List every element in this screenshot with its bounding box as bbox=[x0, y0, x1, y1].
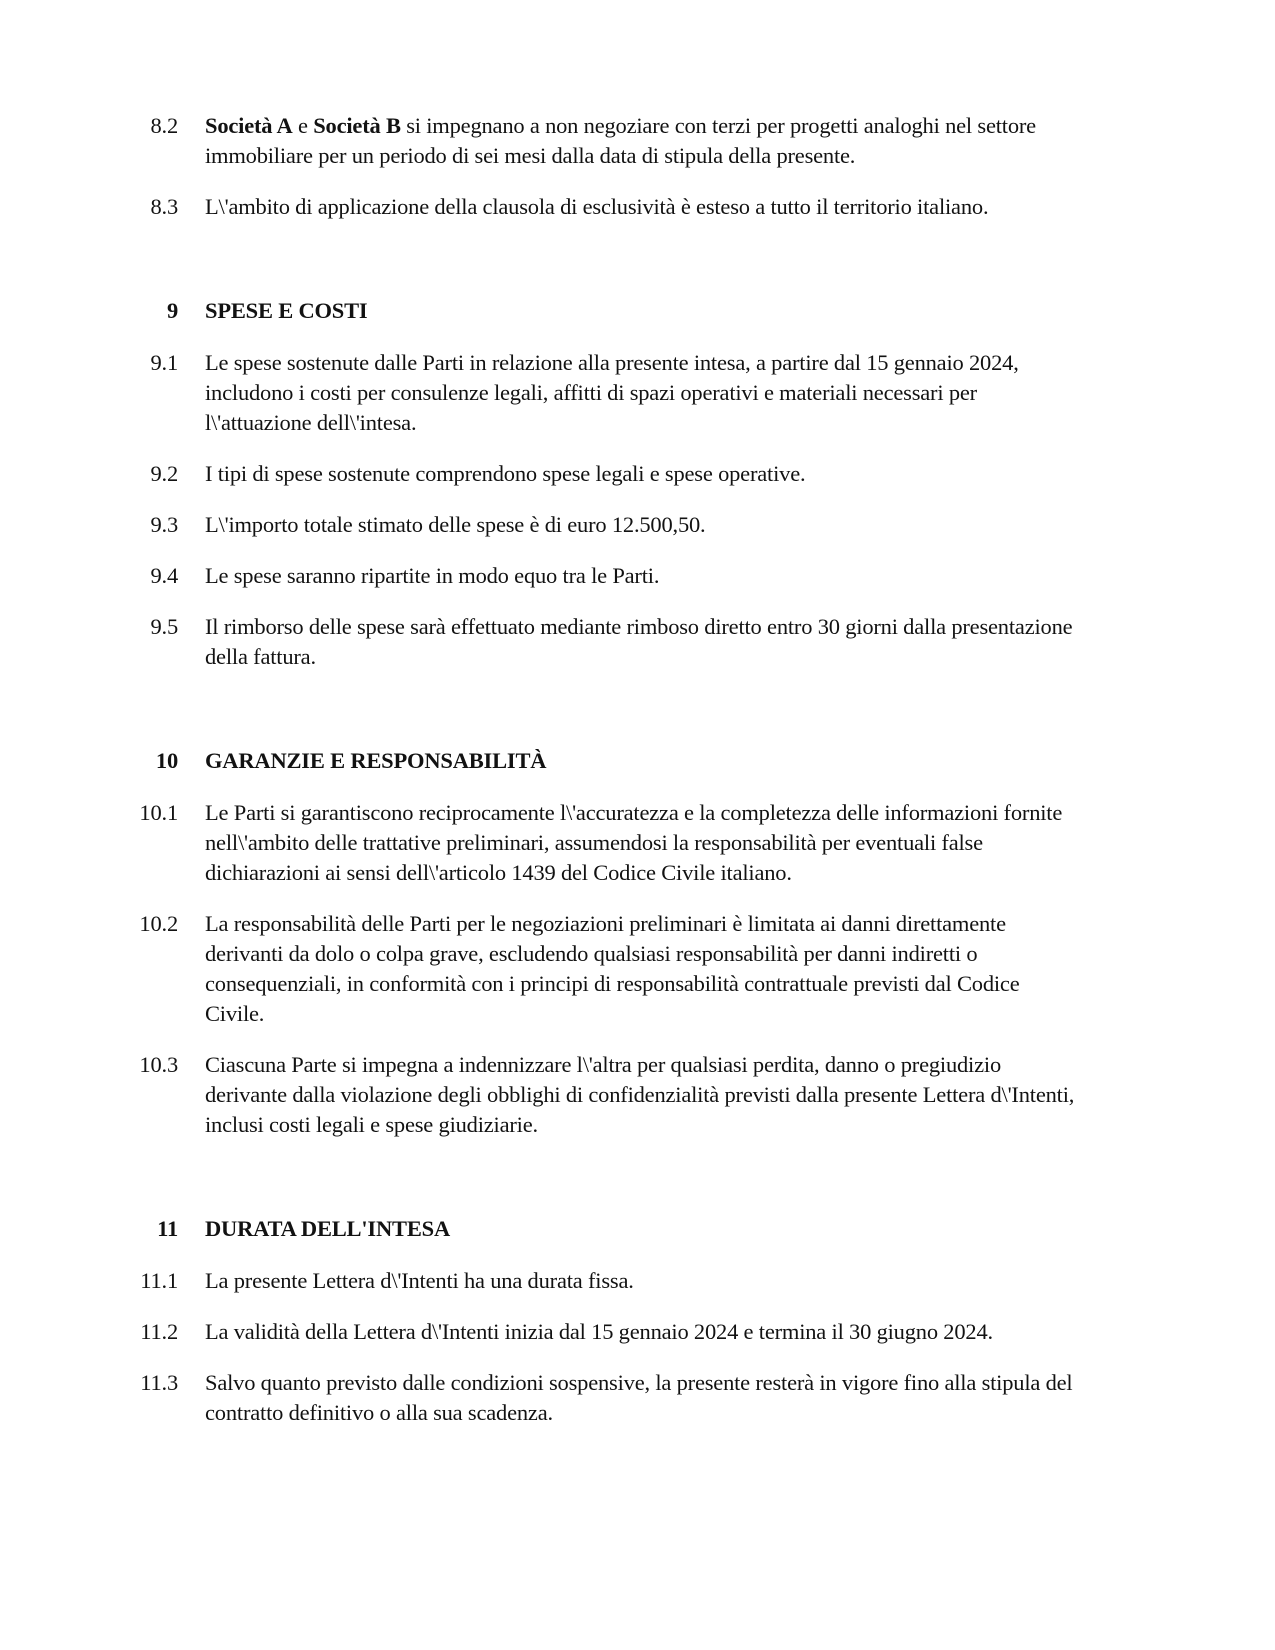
clause-text: Il rimborso delle spese sarà effettuato mediante rimboso diretto entro 30 giorni dalla presentazione della fattura. bbox=[205, 614, 1073, 669]
clause-text: Salvo quanto previsto dalle condizioni sospensive, la presente resterà in vigore fino alla stipula del contratto definitivo o alla sua scadenza. bbox=[205, 1370, 1073, 1425]
clause-number: 9.3 bbox=[150, 512, 178, 537]
clause-number: 9.1 bbox=[150, 350, 178, 375]
clause-9-3 bbox=[0, 510, 1275, 540]
clause-text: La presente Lettera d\'Intenti ha una durata fissa. bbox=[205, 1268, 634, 1293]
section-title: SPESE E COSTI bbox=[205, 298, 368, 323]
clause-11-3 bbox=[0, 1368, 1275, 1428]
clause-8-2 bbox=[0, 111, 1275, 171]
clause-text: La responsabilità delle Parti per le negoziazioni preliminari è limitata ai danni direttamente derivanti da dolo o colpa grave, escludendo qualsiasi responsabilità per danni indiretti o consequenziali, in conformità con i principi di responsabilità contrattuale previsti dal Codice Civile. bbox=[205, 911, 1020, 1026]
clause-text: Le Parti si garantiscono reciprocamente l\'accuratezza e la completezza delle informazioni fornite nell\'ambito delle trattative preliminari, assumendosi la responsabilità per eventuali false dichiarazioni ai sensi dell\'articolo 1439 del Codice Civile italiano. bbox=[205, 800, 1063, 885]
clause-text: Le spese sostenute dalle Parti in relazione alla presente intesa, a partire dal 15 gennaio 2024, includono i costi per consulenze legali, affitti di spazi operativi e materiali necessari per l\'attuazione dell\'intesa. bbox=[205, 350, 1019, 435]
clause-text-fragment: e bbox=[292, 113, 314, 138]
clause-text-fragment: si impegnano a non negoziare con terzi per progetti analoghi nel settore immobiliare per un periodo di sei mesi dalla data di stipula della presente. bbox=[205, 113, 1036, 168]
clause-10-2 bbox=[0, 909, 1275, 1029]
clause-text: L\'importo totale stimato delle spese è di euro 12.500,50. bbox=[205, 512, 706, 537]
clause-number: 10.3 bbox=[139, 1052, 178, 1077]
clause-number: 8.3 bbox=[150, 194, 178, 219]
clause-number: 11.3 bbox=[140, 1370, 178, 1395]
clause-9-2 bbox=[0, 459, 1275, 489]
clause-8-3 bbox=[0, 192, 1275, 222]
clause-text: L\'ambito di applicazione della clausola di esclusività è esteso a tutto il territorio italiano. bbox=[205, 194, 989, 219]
section-title: GARANZIE E RESPONSABILITÀ bbox=[205, 748, 547, 773]
section-number: 10 bbox=[155, 748, 178, 773]
party-b-name: Società B bbox=[313, 113, 401, 138]
section-number: 11 bbox=[157, 1216, 178, 1241]
clause-number: 11.2 bbox=[140, 1319, 178, 1344]
clause-number: 9.4 bbox=[150, 563, 178, 588]
section-heading-10 bbox=[0, 746, 1275, 776]
section-heading-11 bbox=[0, 1214, 1275, 1244]
section-number: 9 bbox=[166, 298, 178, 323]
party-a-name: Società A bbox=[205, 113, 293, 138]
clause-text: I tipi di spese sostenute comprendono spese legali e spese operative. bbox=[205, 461, 806, 486]
clause-text bbox=[205, 111, 1080, 171]
section-title: DURATA DELL'INTESA bbox=[205, 1216, 450, 1241]
clause-number: 8.2 bbox=[150, 113, 178, 138]
clause-11-1 bbox=[0, 1266, 1275, 1296]
clause-number: 9.5 bbox=[150, 614, 178, 639]
clause-text: Le spese saranno ripartite in modo equo tra le Parti. bbox=[205, 563, 660, 588]
clause-text: La validità della Lettera d\'Intenti inizia dal 15 gennaio 2024 e termina il 30 giugno 2024. bbox=[205, 1319, 993, 1344]
clause-11-2 bbox=[0, 1317, 1275, 1347]
clause-10-3 bbox=[0, 1050, 1275, 1140]
clause-9-4 bbox=[0, 561, 1275, 591]
clause-number: 9.2 bbox=[150, 461, 178, 486]
clause-9-1 bbox=[0, 348, 1275, 438]
clause-9-5 bbox=[0, 612, 1275, 672]
clause-number: 11.1 bbox=[140, 1268, 178, 1293]
clause-number: 10.2 bbox=[139, 911, 178, 936]
clause-10-1 bbox=[0, 798, 1275, 888]
section-heading-9 bbox=[0, 296, 1275, 326]
clause-number: 10.1 bbox=[139, 800, 178, 825]
clause-text: Ciascuna Parte si impegna a indennizzare l\'altra per qualsiasi perdita, danno o pregiudizio derivante dalla violazione degli obblighi di confidenzialità previsti dalla presente Lettera d\'Intenti, inclusi costi legali e spese giudiziarie. bbox=[205, 1052, 1075, 1137]
